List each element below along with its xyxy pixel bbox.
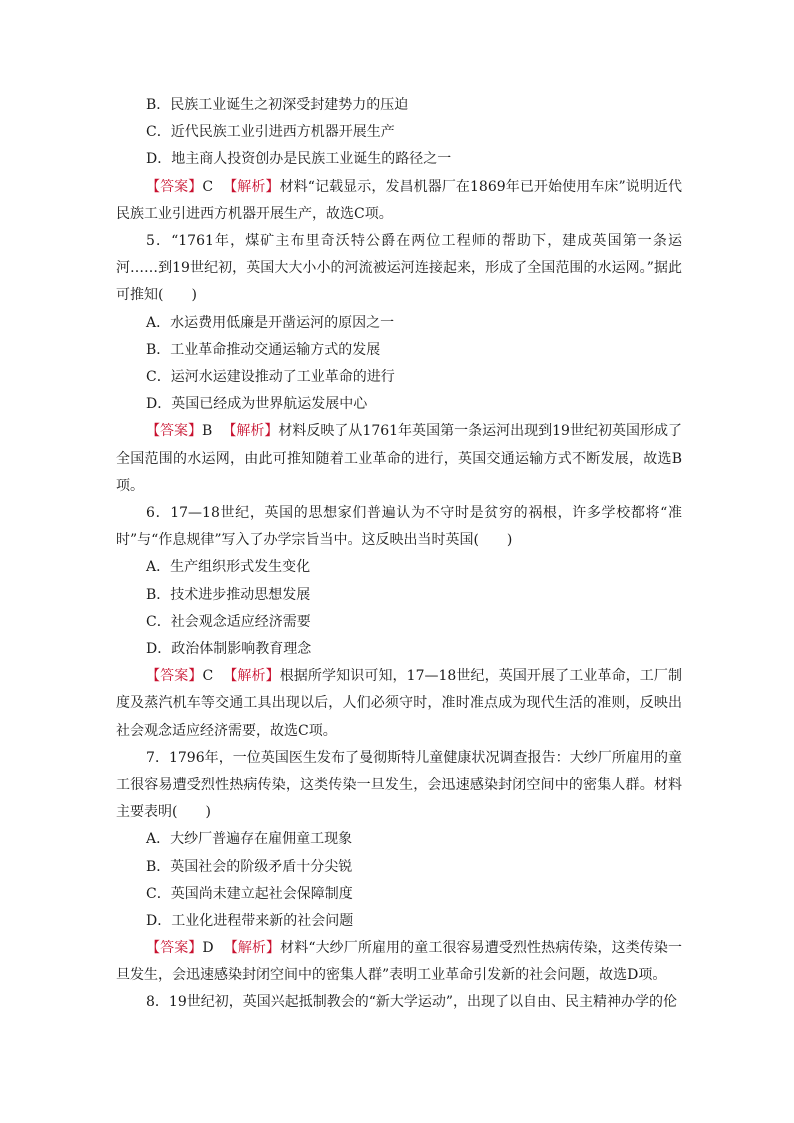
q5-option-c: C．运河水运建设推动了工业革命的进行: [146, 368, 395, 385]
answer-value: D: [202, 940, 214, 957]
q7-answer-block: [116, 935, 682, 989]
analysis-tag: 【解析】: [223, 178, 280, 195]
answer-value: C: [202, 668, 214, 685]
q7-option-d: D．工业化进程带来新的社会问题: [146, 912, 354, 929]
analysis-tag: 【解析】: [222, 423, 279, 440]
answer-tag: 【答案】: [146, 940, 203, 957]
answer-tag: 【答案】: [146, 423, 203, 440]
q7-option-b: B．英国社会的阶级矛盾十分尖锐: [146, 858, 353, 875]
q5-option-a: A．水运费用低廉是开凿运河的原因之一: [146, 314, 395, 331]
q6-option-d: D．政治体制影响教育理念: [146, 640, 312, 657]
q4-option-d: D．地主商人投资创办是民族工业诞生的路径之一: [146, 151, 452, 168]
analysis-tag: 【解析】: [223, 668, 280, 685]
answer-tag: 【答案】: [146, 668, 203, 685]
answer-value: C: [202, 178, 214, 195]
answer-tag: 【答案】: [146, 178, 203, 195]
analysis-text: 根据所学知识可知，17—18世纪，英国开展了工业革命，工厂制度及蒸汽机车等交通工具出现以后，人们必须守时，准时准点成为现代生活的准则，反映出社会观念适应经济需要，故选C项。: [116, 668, 683, 739]
analysis-text: 材料“大纱厂所雇用的童工很容易遭受烈性热病传染，这类传染一旦发生，会迅速感染封闭空间中的密集人群”表明工业革命引发新的社会问题，故选D项。: [116, 940, 683, 984]
analysis-text: 材料反映了从1761年英国第一条运河出现到19世纪初英国形成了全国范围的水运网，由此可推知随着工业革命的进行，英国交通运输方式不断发展，故选B项。: [116, 423, 683, 494]
q4-answer-block: [116, 174, 682, 228]
q6-option-a: A．生产组织形式发生变化: [146, 559, 311, 576]
q6-stem: 6．17—18世纪，英国的思想家们普遍认为不守时是贫穷的祸根，许多学校都将“准时”与“作息规律”写入了办学宗旨当中。这反映出当时英国( ): [116, 504, 682, 549]
q4-option-b: B．民族工业诞生之初深受封建势力的压迫: [146, 97, 409, 113]
analysis-tag: 【解析】: [223, 940, 281, 957]
answer-value: B: [202, 423, 213, 440]
q5-option-b: B．工业革命推动交通运输方式的发展: [146, 341, 381, 358]
q7-option-c: C．英国尚未建立起社会保障制度: [146, 885, 353, 902]
q5-option-d: D．英国已经成为世界航运发展中心: [146, 396, 368, 413]
q4-option-c: C．近代民族工业引进西方机器开展生产: [146, 124, 395, 141]
q5-answer-block: [116, 418, 682, 500]
q6-option-c: C．社会观念适应经济需要: [146, 613, 311, 630]
q6-answer-block: [116, 663, 682, 745]
analysis-text: 材料“记载显示，发昌机器厂在1869年已开始使用车床”说明近代民族工业引进西方机器开展生产，故选C项。: [116, 178, 683, 222]
q7-option-a: A．大纱厂普遍存在雇佣童工现象: [146, 831, 353, 848]
q5-stem: 5．“1761年，煤矿主布里奇沃特公爵在两位工程师的帮助下，建成英国第一条运河……到19世纪初，英国大大小小的河流被运河连接起来，形成了全国范围的水运网。”据此可推知( ): [116, 232, 682, 304]
q7-stem: 7．1796年，一位英国医生发布了曼彻斯特儿童健康状况调查报告：大纱厂所雇用的童工很容易遭受烈性热病传染，这类传染一旦发生，会迅速感染封闭空间中的密集人群。材料主要表明( ): [116, 749, 682, 821]
q6-option-b: B．技术进步推动思想发展: [146, 586, 311, 603]
question-content: [116, 92, 682, 1017]
q8-stem: 8．19世纪初，英国兴起抵制教会的“新大学运动”，出现了以自由、民主精神办学的伦: [146, 994, 678, 1011]
